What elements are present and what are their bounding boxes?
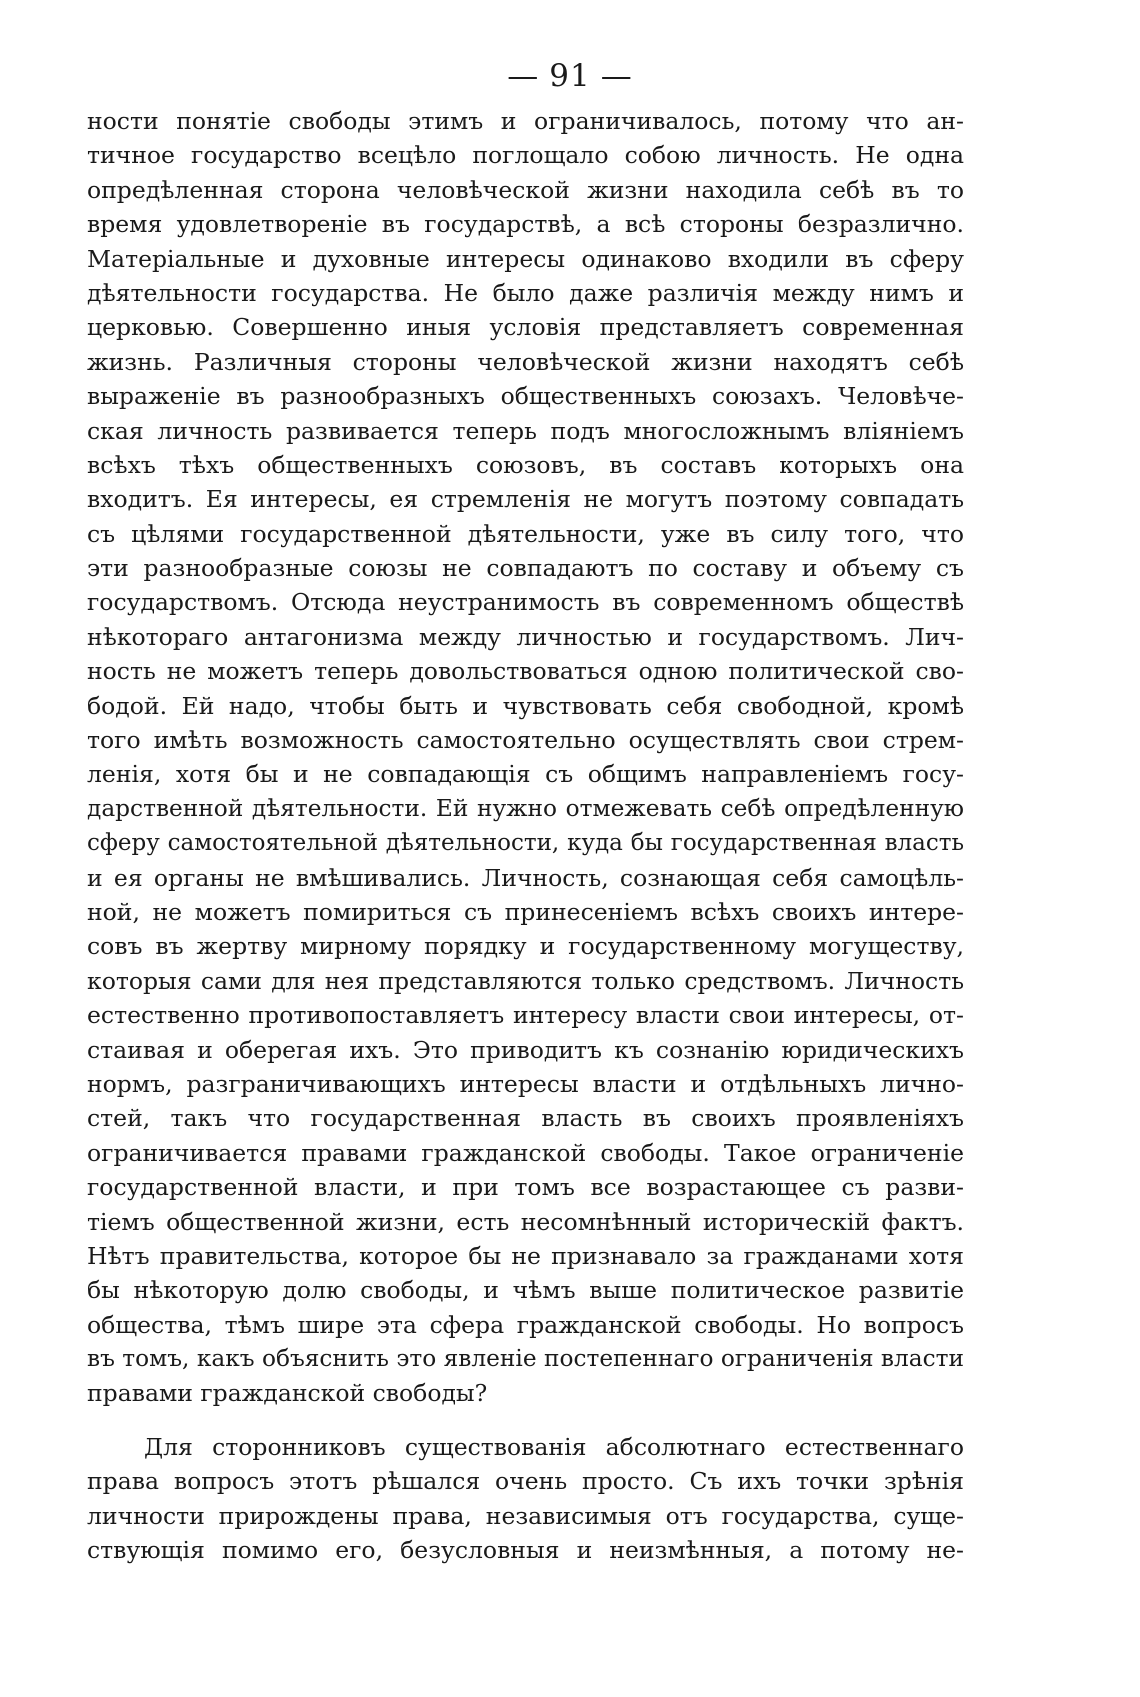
text-line: ограничивается правами гражданской свободы. Такое ограниченіе xyxy=(87,1138,964,1167)
text-line: которыя сами для нея представляются только средствомъ. Личность xyxy=(87,966,964,995)
text-line: въ томъ, какъ объяснить это явленіе постепеннаго ограниченія власти xyxy=(87,1345,964,1373)
text-line: стей, такъ что государственная власть въ своихъ проявленіяхъ xyxy=(87,1104,964,1133)
text-line-last: правами гражданской свободы? xyxy=(87,1379,488,1408)
text-line: съ цѣлями государственной дѣятельности, уже въ силу того, что xyxy=(87,519,964,548)
text-line: эти разнообразные союзы не совпадаютъ по составу и объему съ xyxy=(87,554,964,583)
text-line: ной, не можетъ помириться съ принесеніемъ всѣхъ своихъ интере- xyxy=(87,897,964,926)
text-line: бодой. Ей надо, чтобы быть и чувствовать себя свободной, кромѣ xyxy=(87,691,964,720)
text-line: совъ въ жертву мирному порядку и государственному могуществу, xyxy=(87,932,964,961)
text-line: ности понятіе свободы этимъ и ограничивалось, потому что ан- xyxy=(87,107,964,135)
text-line: личности прирождены права, независимыя отъ государства, суще- xyxy=(87,1501,964,1530)
text-line: тіемъ общественной жизни, есть несомнѣнный историческій фактъ. xyxy=(87,1207,964,1236)
text-line: того имѣть возможность самостоятельно осуществлять свои стрем- xyxy=(87,726,964,755)
page-number xyxy=(0,58,1140,94)
text-line: ская личность развивается теперь подъ многосложнымъ вліяніемъ xyxy=(87,416,964,445)
text-line: Нѣтъ правительства, которое бы не признавало за гражданами хотя xyxy=(87,1241,964,1270)
text-line: естественно противопоставляетъ интересу власти свои интересы, от- xyxy=(87,1001,964,1030)
text-line: нормъ, разграничивающихъ интересы власти и отдѣльныхъ лично- xyxy=(87,1069,964,1098)
text-line-indented: Для сторонниковъ существованія абсолютнаго естественнаго xyxy=(144,1433,964,1461)
text-line: сферу самостоятельной дѣятельности, куда бы государственная власть xyxy=(87,830,964,857)
text-line: бы нѣкоторую долю свободы, и чѣмъ выше политическое развитіе xyxy=(87,1276,964,1305)
text-line: жизнь. Различныя стороны человѣческой жизни находятъ себѣ xyxy=(87,347,964,376)
page-number-dash-left: — xyxy=(507,58,540,94)
text-line: тичное государство всецѣло поглощало собою личность. Не одна xyxy=(87,141,964,170)
text-line: дѣятельности государства. Не было даже различія между нимъ и xyxy=(87,278,964,307)
paragraph-2 xyxy=(87,1430,964,1568)
text-line: выраженіе въ разнообразныхъ общественныхъ союзахъ. Человѣче- xyxy=(87,382,964,411)
text-line: время удовлетвореніе въ государствѣ, а всѣ стороны безразлично. xyxy=(87,210,964,239)
text-line: стаивая и оберегая ихъ. Это приводитъ къ сознанію юридическихъ xyxy=(87,1035,964,1064)
text-line: церковью. Совершенно иныя условія представляетъ современная xyxy=(87,313,964,342)
text-line: государствомъ. Отсюда неустранимость въ современномъ обществѣ xyxy=(87,588,964,617)
text-line: общества, тѣмъ шире эта сфера гражданской свободы. Но вопросъ xyxy=(87,1310,964,1339)
text-line: дарственной дѣятельности. Ей нужно отмежевать себѣ опредѣленную xyxy=(87,794,964,822)
text-line: ствующія помимо его, безусловныя и неизмѣнныя, а потому не- xyxy=(87,1536,964,1565)
text-line: права вопросъ этотъ рѣшался очень просто. Съ ихъ точки зрѣнія xyxy=(87,1467,964,1496)
text-line: всѣхъ тѣхъ общественныхъ союзовъ, въ составъ которыхъ она xyxy=(87,450,964,479)
page-number-value: 91 xyxy=(549,58,591,94)
text-line: Матеріальные и духовные интересы одинаково входили въ сферу xyxy=(87,244,964,273)
page-number-dash-right: — xyxy=(600,58,633,94)
text-line: ленія, хотя бы и не совпадающія съ общимъ направленіемъ госу- xyxy=(87,760,964,789)
paragraph-1 xyxy=(87,104,964,1411)
text-line: и ея органы не вмѣшивались. Личность, сознающая себя самоцѣль- xyxy=(87,863,964,892)
text-line: входитъ. Ея интересы, ея стремленія не могутъ поэтому совпадать xyxy=(87,485,964,514)
text-line: нѣкотораго антагонизма между личностью и государствомъ. Лич- xyxy=(87,622,964,651)
text-line: государственной власти, и при томъ все возрастающее съ разви- xyxy=(87,1173,964,1202)
text-line: опредѣленная сторона человѣческой жизни находила себѣ въ то xyxy=(87,175,964,204)
text-line: ность не можетъ теперь довольствоваться одною политической сво- xyxy=(87,657,964,686)
